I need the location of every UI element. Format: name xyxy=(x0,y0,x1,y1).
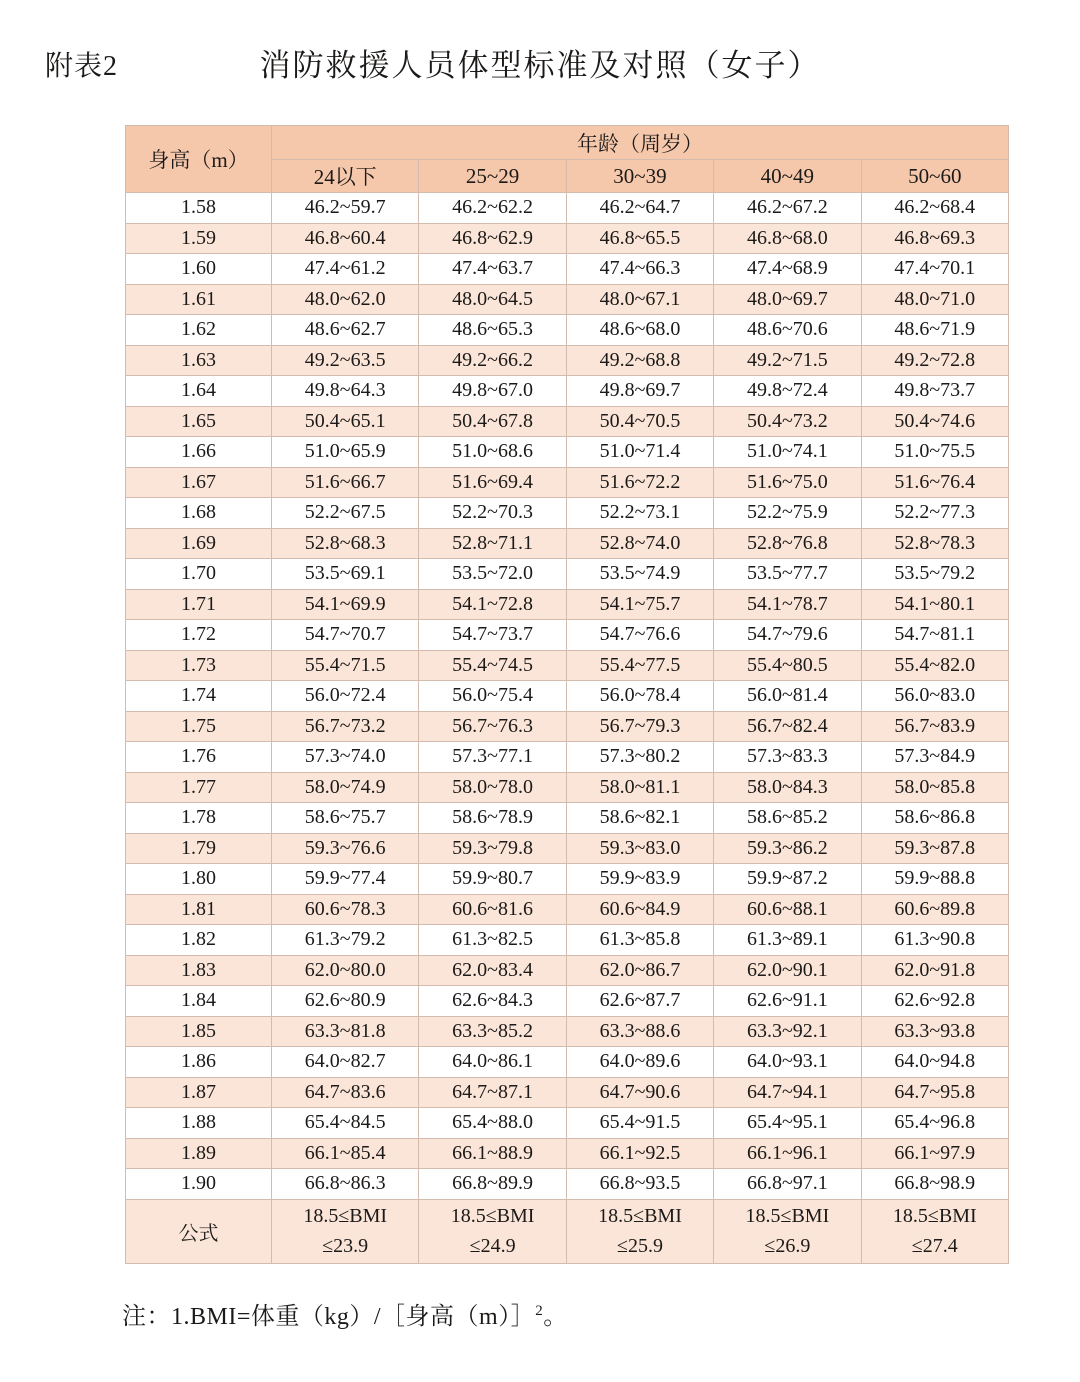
weight-range-cell: 54.7~79.6 xyxy=(714,620,861,651)
footnote-text: 注：1.BMI=体重（kg）/［身高（m）］ xyxy=(122,1304,536,1330)
appendix-label: 附表2 xyxy=(45,51,119,82)
weight-range-cell: 63.3~93.8 xyxy=(861,1016,1008,1047)
table-row xyxy=(126,681,1009,712)
table-row xyxy=(126,559,1009,590)
footnote-period: 。 xyxy=(543,1304,568,1330)
formula-line: ≤26.9 xyxy=(764,1235,811,1257)
height-cell: 1.72 xyxy=(126,620,272,651)
weight-range-cell: 57.3~80.2 xyxy=(566,742,713,773)
age-group-header: 50~60 xyxy=(861,160,1008,193)
weight-range-cell: 47.4~68.9 xyxy=(714,254,861,285)
weight-range-cell: 48.0~69.7 xyxy=(714,284,861,315)
weight-range-cell: 46.8~69.3 xyxy=(861,223,1008,254)
weight-range-cell: 52.2~67.5 xyxy=(272,498,419,529)
weight-range-cell: 54.1~80.1 xyxy=(861,589,1008,620)
weight-range-cell: 65.4~88.0 xyxy=(419,1108,566,1139)
weight-range-cell: 56.0~81.4 xyxy=(714,681,861,712)
weight-range-cell: 49.2~72.8 xyxy=(861,345,1008,376)
weight-range-cell: 65.4~96.8 xyxy=(861,1108,1008,1139)
weight-range-cell: 59.3~87.8 xyxy=(861,833,1008,864)
weight-range-cell: 60.6~84.9 xyxy=(566,894,713,925)
weight-range-cell: 56.7~83.9 xyxy=(861,711,1008,742)
weight-range-cell: 46.8~68.0 xyxy=(714,223,861,254)
weight-range-cell: 52.8~74.0 xyxy=(566,528,713,559)
weight-range-cell: 59.9~87.2 xyxy=(714,864,861,895)
weight-range-cell: 62.6~84.3 xyxy=(419,986,566,1017)
formula-cell xyxy=(566,1199,713,1263)
weight-range-cell: 62.0~90.1 xyxy=(714,955,861,986)
weight-range-cell: 66.8~89.9 xyxy=(419,1169,566,1200)
weight-range-cell: 53.5~72.0 xyxy=(419,559,566,590)
weight-range-cell: 65.4~91.5 xyxy=(566,1108,713,1139)
height-cell: 1.85 xyxy=(126,1016,272,1047)
height-cell: 1.69 xyxy=(126,528,272,559)
height-cell: 1.90 xyxy=(126,1169,272,1200)
weight-range-cell: 58.0~81.1 xyxy=(566,772,713,803)
weight-range-cell: 61.3~79.2 xyxy=(272,925,419,956)
weight-range-cell: 57.3~77.1 xyxy=(419,742,566,773)
weight-range-cell: 52.2~75.9 xyxy=(714,498,861,529)
weight-range-cell: 49.8~64.3 xyxy=(272,376,419,407)
weight-range-cell: 62.6~91.1 xyxy=(714,986,861,1017)
formula-line: 18.5≤BMI xyxy=(598,1205,682,1227)
weight-range-cell: 47.4~66.3 xyxy=(566,254,713,285)
weight-range-cell: 50.4~67.8 xyxy=(419,406,566,437)
weight-range-cell: 54.1~69.9 xyxy=(272,589,419,620)
weight-range-cell: 58.0~74.9 xyxy=(272,772,419,803)
weight-range-cell: 56.0~72.4 xyxy=(272,681,419,712)
weight-range-cell: 57.3~74.0 xyxy=(272,742,419,773)
table-row xyxy=(126,711,1009,742)
weight-range-cell: 59.3~86.2 xyxy=(714,833,861,864)
height-cell: 1.64 xyxy=(126,376,272,407)
weight-range-cell: 54.7~76.6 xyxy=(566,620,713,651)
weight-range-cell: 48.0~71.0 xyxy=(861,284,1008,315)
formula-line: ≤27.4 xyxy=(911,1235,958,1257)
weight-range-cell: 66.1~97.9 xyxy=(861,1138,1008,1169)
formula-cell xyxy=(419,1199,566,1263)
formula-line: 18.5≤BMI xyxy=(450,1205,535,1227)
weight-range-cell: 66.1~92.5 xyxy=(566,1138,713,1169)
weight-range-cell: 49.2~71.5 xyxy=(714,345,861,376)
weight-range-cell: 59.3~83.0 xyxy=(566,833,713,864)
height-cell: 1.78 xyxy=(126,803,272,834)
weight-range-cell: 49.8~67.0 xyxy=(419,376,566,407)
weight-range-cell: 60.6~88.1 xyxy=(714,894,861,925)
weight-range-cell: 51.6~69.4 xyxy=(419,467,566,498)
weight-range-cell: 53.5~79.2 xyxy=(861,559,1008,590)
weight-range-cell: 61.3~82.5 xyxy=(419,925,566,956)
weight-range-cell: 50.4~73.2 xyxy=(714,406,861,437)
weight-range-cell: 49.2~66.2 xyxy=(419,345,566,376)
height-cell: 1.76 xyxy=(126,742,272,773)
height-cell: 1.73 xyxy=(126,650,272,681)
table-row xyxy=(126,803,1009,834)
table-row xyxy=(126,864,1009,895)
weight-range-cell: 56.7~76.3 xyxy=(419,711,566,742)
weight-range-cell: 65.4~95.1 xyxy=(714,1108,861,1139)
weight-range-cell: 61.3~85.8 xyxy=(566,925,713,956)
age-group-header: 25~29 xyxy=(419,160,566,193)
weight-range-cell: 66.8~98.9 xyxy=(861,1169,1008,1200)
weight-range-cell: 54.1~75.7 xyxy=(566,589,713,620)
table-row xyxy=(126,284,1009,315)
height-cell: 1.81 xyxy=(126,894,272,925)
weight-range-cell: 52.2~70.3 xyxy=(419,498,566,529)
table-row xyxy=(126,437,1009,468)
page-title: 消防救援人员体型标准及对照（女子） xyxy=(259,48,821,83)
table-row xyxy=(126,1138,1009,1169)
age-group-header: 40~49 xyxy=(714,160,861,193)
weight-range-cell: 51.6~72.2 xyxy=(566,467,713,498)
table-row xyxy=(126,406,1009,437)
weight-range-cell: 54.1~72.8 xyxy=(419,589,566,620)
height-cell: 1.61 xyxy=(126,284,272,315)
table-row xyxy=(126,894,1009,925)
weight-range-cell: 48.6~65.3 xyxy=(419,315,566,346)
weight-range-cell: 66.1~88.9 xyxy=(419,1138,566,1169)
weight-range-cell: 48.6~70.6 xyxy=(714,315,861,346)
height-cell: 1.86 xyxy=(126,1047,272,1078)
table-row xyxy=(126,467,1009,498)
weight-range-cell: 46.2~62.2 xyxy=(419,193,566,224)
weight-range-cell: 57.3~84.9 xyxy=(861,742,1008,773)
weight-range-cell: 59.9~88.8 xyxy=(861,864,1008,895)
weight-range-cell: 46.8~62.9 xyxy=(419,223,566,254)
table-row xyxy=(126,955,1009,986)
weight-range-cell: 66.8~86.3 xyxy=(272,1169,419,1200)
weight-range-cell: 64.7~90.6 xyxy=(566,1077,713,1108)
height-cell: 1.70 xyxy=(126,559,272,590)
weight-range-cell: 49.8~72.4 xyxy=(714,376,861,407)
weight-range-cell: 54.7~70.7 xyxy=(272,620,419,651)
weight-range-cell: 64.0~94.8 xyxy=(861,1047,1008,1078)
height-cell: 1.63 xyxy=(126,345,272,376)
weight-range-cell: 53.5~69.1 xyxy=(272,559,419,590)
formula-line: 18.5≤BMI xyxy=(303,1205,388,1227)
weight-range-cell: 50.4~65.1 xyxy=(272,406,419,437)
height-cell: 1.66 xyxy=(126,437,272,468)
weight-range-cell: 56.7~82.4 xyxy=(714,711,861,742)
weight-range-cell: 58.6~86.8 xyxy=(861,803,1008,834)
bmi-standards-table xyxy=(125,125,1009,1264)
weight-range-cell: 58.0~78.0 xyxy=(419,772,566,803)
weight-range-cell: 63.3~85.2 xyxy=(419,1016,566,1047)
weight-range-cell: 62.6~80.9 xyxy=(272,986,419,1017)
weight-range-cell: 46.2~64.7 xyxy=(566,193,713,224)
table-row xyxy=(126,742,1009,773)
weight-range-cell: 65.4~84.5 xyxy=(272,1108,419,1139)
weight-range-cell: 56.0~83.0 xyxy=(861,681,1008,712)
weight-range-cell: 64.0~86.1 xyxy=(419,1047,566,1078)
weight-range-cell: 64.7~83.6 xyxy=(272,1077,419,1108)
table-row xyxy=(126,345,1009,376)
weight-range-cell: 56.7~73.2 xyxy=(272,711,419,742)
formula-line: ≤23.9 xyxy=(322,1235,369,1257)
weight-range-cell: 62.0~80.0 xyxy=(272,955,419,986)
weight-range-cell: 55.4~82.0 xyxy=(861,650,1008,681)
weight-range-cell: 58.0~85.8 xyxy=(861,772,1008,803)
height-column-header: 身高（m） xyxy=(126,126,272,193)
height-cell: 1.62 xyxy=(126,315,272,346)
height-cell: 1.83 xyxy=(126,955,272,986)
age-group-header: 30~39 xyxy=(566,160,713,193)
weight-range-cell: 56.7~79.3 xyxy=(566,711,713,742)
height-cell: 1.84 xyxy=(126,986,272,1017)
height-cell: 1.79 xyxy=(126,833,272,864)
table-row xyxy=(126,620,1009,651)
height-cell: 1.58 xyxy=(126,193,272,224)
formula-row xyxy=(126,1199,1009,1263)
weight-range-cell: 64.7~94.1 xyxy=(714,1077,861,1108)
weight-range-cell: 61.3~90.8 xyxy=(861,925,1008,956)
height-cell: 1.77 xyxy=(126,772,272,803)
weight-range-cell: 59.9~83.9 xyxy=(566,864,713,895)
weight-range-cell: 50.4~74.6 xyxy=(861,406,1008,437)
weight-range-cell: 62.0~91.8 xyxy=(861,955,1008,986)
height-cell: 1.80 xyxy=(126,864,272,895)
weight-range-cell: 58.0~84.3 xyxy=(714,772,861,803)
height-cell: 1.71 xyxy=(126,589,272,620)
table-row xyxy=(126,223,1009,254)
document-header xyxy=(0,40,1080,84)
height-cell: 1.89 xyxy=(126,1138,272,1169)
weight-range-cell: 62.6~87.7 xyxy=(566,986,713,1017)
weight-range-cell: 52.2~77.3 xyxy=(861,498,1008,529)
weight-range-cell: 59.9~77.4 xyxy=(272,864,419,895)
table-row xyxy=(126,925,1009,956)
weight-range-cell: 66.1~85.4 xyxy=(272,1138,419,1169)
weight-range-cell: 54.1~78.7 xyxy=(714,589,861,620)
weight-range-cell: 52.8~78.3 xyxy=(861,528,1008,559)
weight-range-cell: 50.4~70.5 xyxy=(566,406,713,437)
weight-range-cell: 52.2~73.1 xyxy=(566,498,713,529)
formula-line: 18.5≤BMI xyxy=(892,1205,977,1227)
weight-range-cell: 63.3~92.1 xyxy=(714,1016,861,1047)
height-cell: 1.60 xyxy=(126,254,272,285)
table-row xyxy=(126,376,1009,407)
height-cell: 1.82 xyxy=(126,925,272,956)
weight-range-cell: 46.8~65.5 xyxy=(566,223,713,254)
table-row xyxy=(126,193,1009,224)
weight-range-cell: 46.2~68.4 xyxy=(861,193,1008,224)
weight-range-cell: 55.4~71.5 xyxy=(272,650,419,681)
weight-range-cell: 63.3~88.6 xyxy=(566,1016,713,1047)
weight-range-cell: 56.0~78.4 xyxy=(566,681,713,712)
weight-range-cell: 55.4~77.5 xyxy=(566,650,713,681)
weight-range-cell: 51.6~66.7 xyxy=(272,467,419,498)
formula-cell xyxy=(861,1199,1008,1263)
table-row xyxy=(126,833,1009,864)
weight-range-cell: 56.0~75.4 xyxy=(419,681,566,712)
table-row xyxy=(126,986,1009,1017)
age-column-header: 年龄（周岁） xyxy=(272,126,1009,160)
weight-range-cell: 51.0~65.9 xyxy=(272,437,419,468)
weight-range-cell: 48.0~64.5 xyxy=(419,284,566,315)
table-row xyxy=(126,589,1009,620)
weight-range-cell: 59.3~76.6 xyxy=(272,833,419,864)
weight-range-cell: 58.6~85.2 xyxy=(714,803,861,834)
weight-range-cell: 66.1~96.1 xyxy=(714,1138,861,1169)
weight-range-cell: 58.6~82.1 xyxy=(566,803,713,834)
weight-range-cell: 51.0~68.6 xyxy=(419,437,566,468)
weight-range-cell: 48.6~71.9 xyxy=(861,315,1008,346)
weight-range-cell: 66.8~97.1 xyxy=(714,1169,861,1200)
weight-range-cell: 47.4~63.7 xyxy=(419,254,566,285)
weight-range-cell: 64.0~82.7 xyxy=(272,1047,419,1078)
footnote-superscript: 2 xyxy=(535,1303,544,1319)
weight-range-cell: 49.2~68.8 xyxy=(566,345,713,376)
weight-range-cell: 61.3~89.1 xyxy=(714,925,861,956)
height-cell: 1.65 xyxy=(126,406,272,437)
weight-range-cell: 51.0~71.4 xyxy=(566,437,713,468)
table-row xyxy=(126,498,1009,529)
height-cell: 1.74 xyxy=(126,681,272,712)
height-cell: 1.87 xyxy=(126,1077,272,1108)
weight-range-cell: 62.0~86.7 xyxy=(566,955,713,986)
weight-range-cell: 51.6~76.4 xyxy=(861,467,1008,498)
formula-cell xyxy=(714,1199,861,1263)
weight-range-cell: 51.0~75.5 xyxy=(861,437,1008,468)
table-row xyxy=(126,254,1009,285)
weight-range-cell: 57.3~83.3 xyxy=(714,742,861,773)
table-row xyxy=(126,528,1009,559)
weight-range-cell: 55.4~80.5 xyxy=(714,650,861,681)
weight-range-cell: 47.4~70.1 xyxy=(861,254,1008,285)
weight-range-cell: 58.6~78.9 xyxy=(419,803,566,834)
table-row xyxy=(126,1077,1009,1108)
weight-range-cell: 59.9~80.7 xyxy=(419,864,566,895)
weight-range-cell: 66.8~93.5 xyxy=(566,1169,713,1200)
weight-range-cell: 54.7~81.1 xyxy=(861,620,1008,651)
height-cell: 1.59 xyxy=(126,223,272,254)
weight-range-cell: 64.0~93.1 xyxy=(714,1047,861,1078)
weight-range-cell: 52.8~76.8 xyxy=(714,528,861,559)
weight-range-cell: 51.0~74.1 xyxy=(714,437,861,468)
weight-range-cell: 48.6~62.7 xyxy=(272,315,419,346)
weight-range-cell: 49.8~73.7 xyxy=(861,376,1008,407)
formula-line: 18.5≤BMI xyxy=(745,1205,830,1227)
weight-range-cell: 54.7~73.7 xyxy=(419,620,566,651)
weight-range-cell: 46.2~59.7 xyxy=(272,193,419,224)
weight-range-cell: 55.4~74.5 xyxy=(419,650,566,681)
table-row xyxy=(126,1169,1009,1200)
formula-label-cell: 公式 xyxy=(126,1199,272,1263)
height-cell: 1.88 xyxy=(126,1108,272,1139)
weight-range-cell: 63.3~81.8 xyxy=(272,1016,419,1047)
weight-range-cell: 62.6~92.8 xyxy=(861,986,1008,1017)
weight-range-cell: 48.0~62.0 xyxy=(272,284,419,315)
table-row xyxy=(126,772,1009,803)
table-row xyxy=(126,650,1009,681)
weight-range-cell: 58.6~75.7 xyxy=(272,803,419,834)
table-row xyxy=(126,1047,1009,1078)
age-group-header: 24以下 xyxy=(272,160,419,193)
header-row-age xyxy=(126,126,1009,160)
weight-range-cell: 64.0~89.6 xyxy=(566,1047,713,1078)
table-row xyxy=(126,315,1009,346)
weight-range-cell: 64.7~87.1 xyxy=(419,1077,566,1108)
height-cell: 1.68 xyxy=(126,498,272,529)
weight-range-cell: 53.5~77.7 xyxy=(714,559,861,590)
weight-range-cell: 60.6~89.8 xyxy=(861,894,1008,925)
weight-range-cell: 48.0~67.1 xyxy=(566,284,713,315)
weight-range-cell: 48.6~68.0 xyxy=(566,315,713,346)
weight-range-cell: 60.6~81.6 xyxy=(419,894,566,925)
height-cell: 1.75 xyxy=(126,711,272,742)
weight-range-cell: 51.6~75.0 xyxy=(714,467,861,498)
weight-range-cell: 53.5~74.9 xyxy=(566,559,713,590)
weight-range-cell: 46.2~67.2 xyxy=(714,193,861,224)
table-row xyxy=(126,1016,1009,1047)
weight-range-cell: 49.2~63.5 xyxy=(272,345,419,376)
table-row xyxy=(126,1108,1009,1139)
weight-range-cell: 49.8~69.7 xyxy=(566,376,713,407)
formula-cell xyxy=(272,1199,419,1263)
weight-range-cell: 60.6~78.3 xyxy=(272,894,419,925)
height-cell: 1.67 xyxy=(126,467,272,498)
weight-range-cell: 52.8~71.1 xyxy=(419,528,566,559)
weight-range-cell: 47.4~61.2 xyxy=(272,254,419,285)
weight-range-cell: 62.0~83.4 xyxy=(419,955,566,986)
weight-range-cell: 59.3~79.8 xyxy=(419,833,566,864)
formula-line: ≤25.9 xyxy=(616,1235,663,1257)
weight-range-cell: 52.8~68.3 xyxy=(272,528,419,559)
weight-range-cell: 46.8~60.4 xyxy=(272,223,419,254)
weight-range-cell: 64.7~95.8 xyxy=(861,1077,1008,1108)
formula-line: ≤24.9 xyxy=(469,1235,516,1257)
footnote xyxy=(122,1296,568,1331)
